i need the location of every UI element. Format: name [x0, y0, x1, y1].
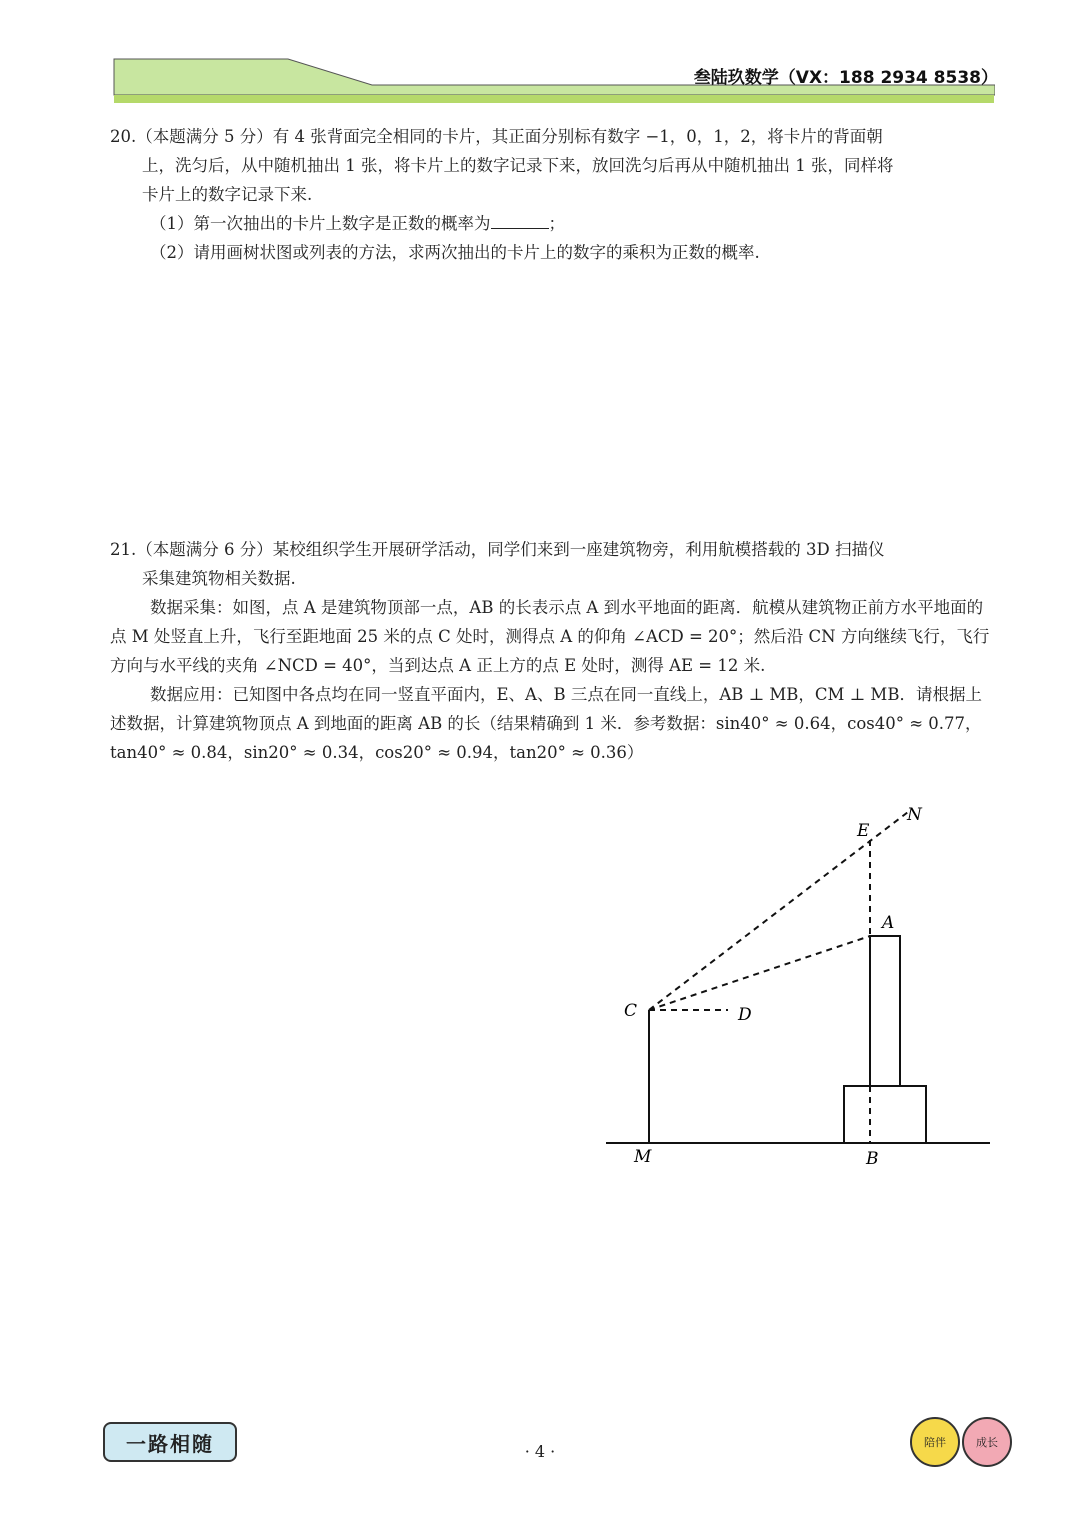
q21-data-application: 数据应用：已知图中各点均在同一竖直平面内，E、A、B 三点在同一直线上，AB ⊥ MB，CM ⊥ MB．请根据上述数据，计算建筑物顶点 A 到地面的距离 AB 的长（结果精确到 1 米．参考数据：sin40° ≈ 0.64，cos40° ≈ 0.77，tan40° ≈ 0.84，sin20° ≈ 0.34，cos20° ≈ 0.94，tan20° ≈ 0.36）	[110, 685, 982, 762]
q20-line1: 20.（本题满分 5 分）有 4 张背面完全相同的卡片，其正面分别标有数字 −1，0，1，2，将卡片的背面朝	[110, 127, 883, 146]
q20-line3: 卡片上的数字记录下来.	[142, 185, 313, 204]
question-20	[110, 122, 998, 267]
q21-data-collection: 数据采集：如图，点 A 是建筑物顶部一点，AB 的长表示点 A 到水平地面的距离．航模从建筑物正前方水平地面的点 M 处竖直上升，飞行至距地面 25 米的点 C 处时，测得点 A 的仰角 ∠ACD = 20°；然后沿 CN 方向继续飞行，飞行方向与水平线的夹角 ∠NCD = 40°，当到达点 A 正上方的点 E 处时，测得 AE = 12 米.	[110, 598, 990, 675]
question-21	[110, 535, 998, 767]
header-bar	[114, 95, 994, 103]
geometry-figure	[600, 800, 1000, 1180]
label-a: A	[882, 913, 895, 933]
label-e: E	[857, 821, 870, 841]
label-m: M	[634, 1147, 652, 1167]
q21-line2: 采集建筑物相关数据.	[142, 569, 296, 588]
answer-blank[interactable]	[491, 210, 549, 229]
label-b: B	[866, 1149, 879, 1169]
q20-part2: （2）请用画树状图或列表的方法，求两次抽出的卡片上的数字的乘积为正数的概率.	[150, 243, 760, 262]
badge-growth: 成长	[962, 1417, 1012, 1467]
q20-line2: 上，洗匀后，从中随机抽出 1 张，将卡片上的数字记录下来，放回洗匀后再从中随机抽出 1 张，同样将	[142, 156, 894, 175]
segment-ca-dashed	[649, 936, 870, 1010]
label-d: D	[738, 1005, 752, 1025]
building-tower	[870, 936, 900, 1086]
footer-logo-box: 一路相随	[103, 1422, 237, 1462]
q20-part1	[110, 209, 998, 238]
q20-part1-prefix: （1）第一次抽出的卡片上数字是正数的概率为	[150, 214, 491, 233]
page-number: · 4 ·	[524, 1442, 556, 1461]
label-n: N	[907, 805, 922, 825]
label-c: C	[624, 1001, 638, 1021]
header-title: 叁陆玖数学（VX：188 2934 8538）	[693, 68, 998, 88]
badge-companion: 陪伴	[910, 1417, 960, 1467]
q21-line1: 21.（本题满分 6 分）某校组织学生开展研学活动，同学们来到一座建筑物旁，利用航模搭载的 3D 扫描仪	[110, 540, 885, 559]
q20-part1-suffix: ；	[548, 214, 565, 233]
building-base	[844, 1086, 926, 1143]
